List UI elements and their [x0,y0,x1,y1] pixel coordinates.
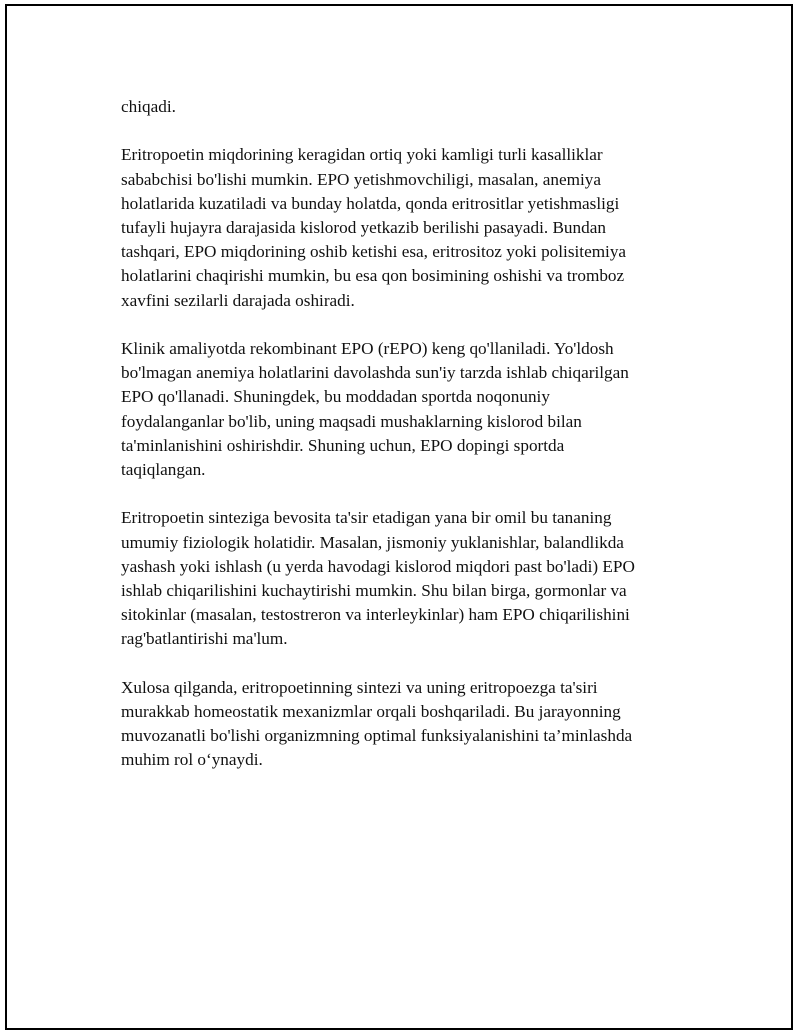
paragraph-1: chiqadi. [121,97,176,116]
paragraph-2: Eritropoetin miqdorining keragidan ortiq yoki kamligi turli kasalliklar sababchisi bo'lishi mumkin. EPO yetishmovchiligi, masalan, anemiya holatlarida kuzatiladi va bunday holatda, qonda eritrositlar yetishmasligi tufayli hujayra darajasida kislorod yetkazib berilishi pasayadi. Bundan tashqari, EPO miqdorining oshib ketishi esa, eritrositoz yoki polisitemiya holatlarini chaqirishi mumkin, bu esa qon bosimining oshishi va tromboz xavfini sezilarli darajada oshiradi. [121,145,627,310]
document-page [5,4,793,1030]
paragraph-5: Xulosa qilganda, eritropoetinning sintezi va uning eritropoezga ta'siri murakkab homeostatik mexanizmlar orqali boshqariladi. Bu jarayonning muvozanatli bo'lishi organizmning optimal funksiyalanishini ta’minlashda muhim rol o‘ynaydi. [121,677,633,770]
document-body [121,95,651,797]
paragraph-4: Eritropoetin sinteziga bevosita ta'sir etadigan yana bir omil bu tananing umumiy fiziologik holatidir. Masalan, jismoniy yuklanishlar, balandlikda yashash yoki ishlash (u yerda havodagi kislorod miqdori past bo'ladi) EPO ishlab chiqarilishini kuchaytirishi mumkin. Shu bilan birga, gormonlar va sitokinlar (masalan, testostreron va interleykinlar) ham EPO chiqarilishini rag'batlantirishi ma'lum. [121,508,635,649]
paragraph-3: Klinik amaliyotda rekombinant EPO (rEPO) keng qo'llaniladi. Yo'ldosh bo'lmagan anemiya holatlarini davolashda sun'iy tarzda ishlab chiqarilgan EPO qo'llanadi. Shuningdek, bu moddadan sportda noqonuniy foydalanganlar bo'lib, uning maqsadi mushaklarning kislorod bilan ta'minlanishini oshirishdir. Shuning uchun, EPO dopingi sportda taqiqlangan. [121,339,629,480]
